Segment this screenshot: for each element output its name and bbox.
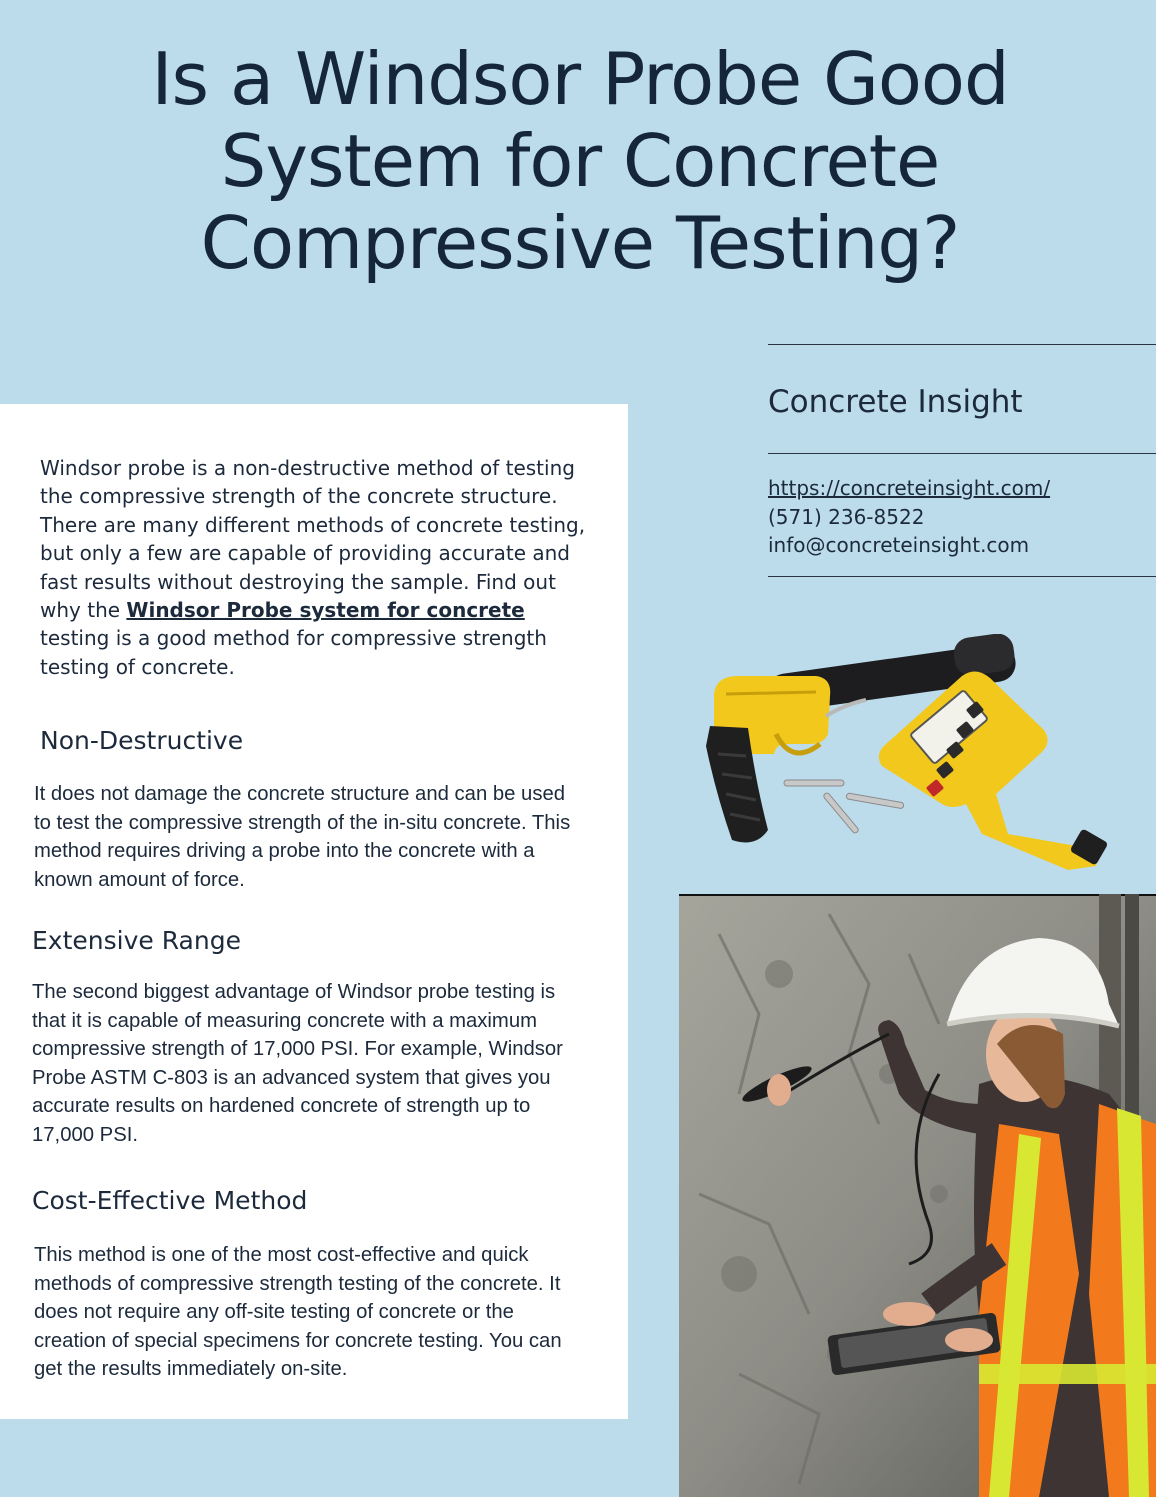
divider-bottom <box>768 576 1156 577</box>
company-name: Concrete Insight <box>768 384 1023 420</box>
divider-middle <box>768 453 1156 454</box>
section-heading-extensive-range: Extensive Range <box>32 926 241 955</box>
section-heading-non-destructive: Non-Destructive <box>40 726 244 755</box>
worker-testing-photo <box>679 894 1156 1497</box>
website-link[interactable]: https://concreteinsight.com/ <box>768 476 1051 500</box>
divider-top <box>768 344 1156 345</box>
title-line-3: Compressive Testing? <box>200 201 960 285</box>
section-body-non-destructive: It does not damage the concrete structure and can be used to test the compressive strength of the in-situ concrete. This method requires driving a probe into the concrete with a known amount of force. <box>34 783 571 891</box>
windsor-probe-link[interactable]: Windsor Probe system for concrete <box>126 598 525 623</box>
intro-text-after: testing is a good method for compressive strength testing of concrete. <box>40 626 547 679</box>
section-body-cost-effective: This method is one of the most cost-effective and quick methods of compressive strength testing of the concrete. It does not require any off-site testing of concrete or the creation of special specimens for concrete testing. You can get the results immediately on-site. <box>34 1244 562 1380</box>
intro-text-before: Windsor probe is a non-destructive method of testing the compressive strength of the concrete structure. There are many different methods of concrete testing, but only a few are capable of providing accurate and fast results without destroying the sample. Find out why the <box>40 456 586 623</box>
intro-paragraph <box>40 454 600 681</box>
section-body-extensive-range: The second biggest advantage of Windsor probe testing is that it is capable of measuring concrete with a maximum compressive strength of 17,000 PSI. For example, Windsor Probe ASTM C-803 is an advanced system that gives you accurate results on hardened concrete of strength up to 17,000 PSI. <box>32 981 563 1146</box>
contact-info <box>768 474 1050 560</box>
title-line-2: System for Concrete <box>220 119 940 203</box>
title-line-1: Is a Windsor Probe Good <box>151 37 1009 121</box>
phone-number: (571) 236-8522 <box>768 504 925 529</box>
page-title <box>60 38 1100 284</box>
email-address: info@concreteinsight.com <box>768 533 1030 557</box>
windsor-probe-tool-image <box>696 634 1116 874</box>
section-heading-cost-effective: Cost-Effective Method <box>32 1186 308 1215</box>
